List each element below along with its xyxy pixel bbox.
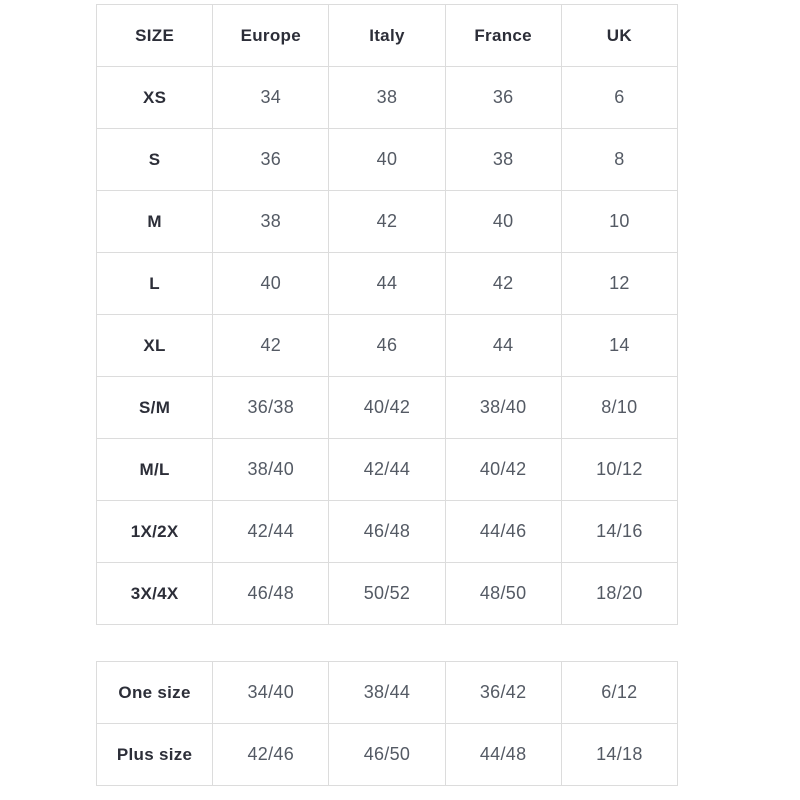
table-row xyxy=(97,191,678,253)
size-cell: 46/48 xyxy=(329,501,445,563)
table-row xyxy=(97,501,678,563)
size-guide-content xyxy=(96,4,678,786)
size-label: XS xyxy=(97,67,213,129)
size-cell: 8/10 xyxy=(561,377,677,439)
size-cell: 8 xyxy=(561,129,677,191)
size-cell: 12 xyxy=(561,253,677,315)
size-label: M xyxy=(97,191,213,253)
special-size-table xyxy=(96,661,678,786)
size-cell: 6/12 xyxy=(561,662,677,724)
size-cell: 10/12 xyxy=(561,439,677,501)
size-cell: 42/46 xyxy=(213,724,329,786)
size-cell: 44 xyxy=(445,315,561,377)
size-cell: 50/52 xyxy=(329,563,445,625)
size-label: 1X/2X xyxy=(97,501,213,563)
size-cell: 38/40 xyxy=(445,377,561,439)
size-conversion-table xyxy=(96,4,678,625)
size-cell: 40/42 xyxy=(329,377,445,439)
size-label: XL xyxy=(97,315,213,377)
table-row xyxy=(97,315,678,377)
table-row xyxy=(97,724,678,786)
size-label: L xyxy=(97,253,213,315)
size-cell: 38 xyxy=(329,67,445,129)
size-cell: 42 xyxy=(445,253,561,315)
column-header-italy: Italy xyxy=(329,5,445,67)
size-label: M/L xyxy=(97,439,213,501)
size-table-header xyxy=(97,5,678,67)
size-cell: 42/44 xyxy=(329,439,445,501)
table-row xyxy=(97,662,678,724)
size-cell: 38/44 xyxy=(329,662,445,724)
column-header-europe: Europe xyxy=(213,5,329,67)
size-cell: 38 xyxy=(213,191,329,253)
size-cell: 42 xyxy=(213,315,329,377)
size-cell: 14/18 xyxy=(561,724,677,786)
column-header-size: SIZE xyxy=(97,5,213,67)
size-cell: 36/42 xyxy=(445,662,561,724)
size-cell: 40 xyxy=(213,253,329,315)
size-label: Plus size xyxy=(97,724,213,786)
size-label: S/M xyxy=(97,377,213,439)
size-cell: 44/46 xyxy=(445,501,561,563)
table-row xyxy=(97,377,678,439)
size-label: S xyxy=(97,129,213,191)
column-header-uk: UK xyxy=(561,5,677,67)
size-cell: 38/40 xyxy=(213,439,329,501)
table-row xyxy=(97,563,678,625)
size-cell: 46 xyxy=(329,315,445,377)
column-header-france: France xyxy=(445,5,561,67)
special-size-table-body xyxy=(97,662,678,786)
size-cell: 40/42 xyxy=(445,439,561,501)
table-row xyxy=(97,253,678,315)
size-cell: 40 xyxy=(329,129,445,191)
table-row xyxy=(97,439,678,501)
size-cell: 44/48 xyxy=(445,724,561,786)
size-label: 3X/4X xyxy=(97,563,213,625)
size-cell: 46/48 xyxy=(213,563,329,625)
size-cell: 48/50 xyxy=(445,563,561,625)
size-cell: 36 xyxy=(445,67,561,129)
size-cell: 34/40 xyxy=(213,662,329,724)
header-row xyxy=(97,5,678,67)
size-cell: 6 xyxy=(561,67,677,129)
size-cell: 14/16 xyxy=(561,501,677,563)
size-cell: 42 xyxy=(329,191,445,253)
size-cell: 38 xyxy=(445,129,561,191)
size-cell: 18/20 xyxy=(561,563,677,625)
size-cell: 34 xyxy=(213,67,329,129)
size-cell: 40 xyxy=(445,191,561,253)
table-row xyxy=(97,67,678,129)
size-cell: 36/38 xyxy=(213,377,329,439)
size-cell: 46/50 xyxy=(329,724,445,786)
size-table-body xyxy=(97,67,678,625)
size-cell: 10 xyxy=(561,191,677,253)
size-cell: 14 xyxy=(561,315,677,377)
size-cell: 44 xyxy=(329,253,445,315)
table-row xyxy=(97,129,678,191)
size-cell: 42/44 xyxy=(213,501,329,563)
size-label: One size xyxy=(97,662,213,724)
size-cell: 36 xyxy=(213,129,329,191)
